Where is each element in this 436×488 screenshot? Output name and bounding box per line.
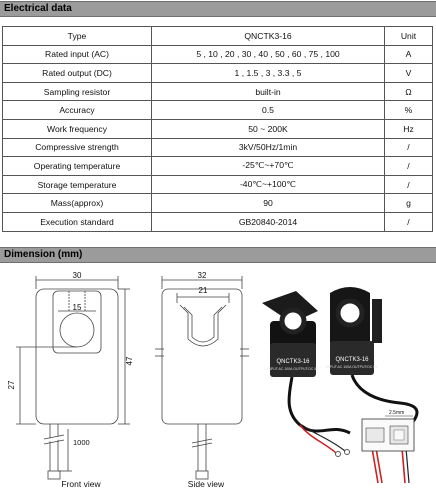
- spec-row: [3, 64, 433, 83]
- spec-value: built-in: [152, 82, 385, 101]
- spec-unit: /: [385, 175, 433, 194]
- dimension-drawings: [0, 263, 436, 488]
- spec-row: [3, 82, 433, 101]
- spec-row: [3, 212, 433, 231]
- dimension-title: Dimension (mm): [4, 249, 83, 260]
- front-inner-label: 15: [72, 303, 82, 312]
- photo-small-left: INPUT:AC 100A OUTPUT:DC 5V: [267, 367, 319, 371]
- spec-unit: V: [385, 64, 433, 83]
- photo-small-right: INPUT:AC 100A OUTPUT:DC 5V: [326, 365, 378, 369]
- spec-value: 5 , 10 , 20 , 30 , 40 , 50 , 60 , 75 , 100: [152, 45, 385, 64]
- spec-unit: /: [385, 138, 433, 157]
- spec-param: Sampling resistor: [3, 82, 152, 101]
- photo-label-right: QNCTK3-16: [335, 357, 369, 363]
- spec-row: [3, 138, 433, 157]
- spec-param: Rated input (AC): [3, 45, 152, 64]
- photo-label-left: QNCTK3-16: [276, 359, 310, 365]
- spec-unit: /: [385, 212, 433, 231]
- spec-unit: /: [385, 157, 433, 176]
- spec-row: [3, 101, 433, 120]
- spec-row: [3, 175, 433, 194]
- side-width-label: 32: [197, 271, 207, 280]
- spec-value: QNCTK3-16: [152, 27, 385, 46]
- spec-unit: g: [385, 194, 433, 213]
- spec-row: [3, 45, 433, 64]
- spec-value: 0.5: [152, 101, 385, 120]
- front-view-caption: Front view: [61, 479, 101, 488]
- electrical-data-title: Electrical data: [4, 3, 72, 14]
- spec-param: Rated output (DC): [3, 64, 152, 83]
- spec-param: Accuracy: [3, 101, 152, 120]
- side-view-caption: Side view: [187, 479, 225, 488]
- spec-param: Compressive strength: [3, 138, 152, 157]
- spec-table: [2, 26, 433, 232]
- front-center-label: 27: [7, 380, 16, 390]
- spec-unit: %: [385, 101, 433, 120]
- spec-value: GB20840-2014: [152, 212, 385, 231]
- spec-unit: A: [385, 45, 433, 64]
- spec-value: -25℃~+70℃: [152, 157, 385, 176]
- spec-param: Mass(approx): [3, 194, 152, 213]
- front-width-label: 30: [72, 271, 82, 280]
- side-inner-label: 21: [198, 286, 208, 295]
- spec-value: 3kV/50Hz/1min: [152, 138, 385, 157]
- electrical-data-header: [0, 1, 436, 17]
- front-height-label: 47: [125, 356, 134, 366]
- product-photo: [262, 287, 417, 483]
- spec-unit: Ω: [385, 82, 433, 101]
- side-view-drawing: [155, 276, 249, 479]
- spec-row: [3, 157, 433, 176]
- spec-param: Operating temperature: [3, 157, 152, 176]
- spec-value: 50 ~ 200K: [152, 119, 385, 138]
- spec-param: Work frequency: [3, 119, 152, 138]
- front-cable-label: 1000: [73, 438, 90, 447]
- spec-row: [3, 119, 433, 138]
- photo-pitch-label: 2.5mm: [389, 410, 405, 416]
- spec-row: [3, 27, 433, 46]
- spec-param: Type: [3, 27, 152, 46]
- spec-value: -40℃~+100℃: [152, 175, 385, 194]
- spec-unit: Unit: [385, 27, 433, 46]
- spec-value: 90: [152, 194, 385, 213]
- spec-param: Storage temperature: [3, 175, 152, 194]
- dimension-header: [0, 247, 436, 263]
- spec-param: Execution standard: [3, 212, 152, 231]
- spec-row: [3, 194, 433, 213]
- spec-unit: Hz: [385, 119, 433, 138]
- spec-value: 1 , 1.5 , 3 , 3.3 , 5: [152, 64, 385, 83]
